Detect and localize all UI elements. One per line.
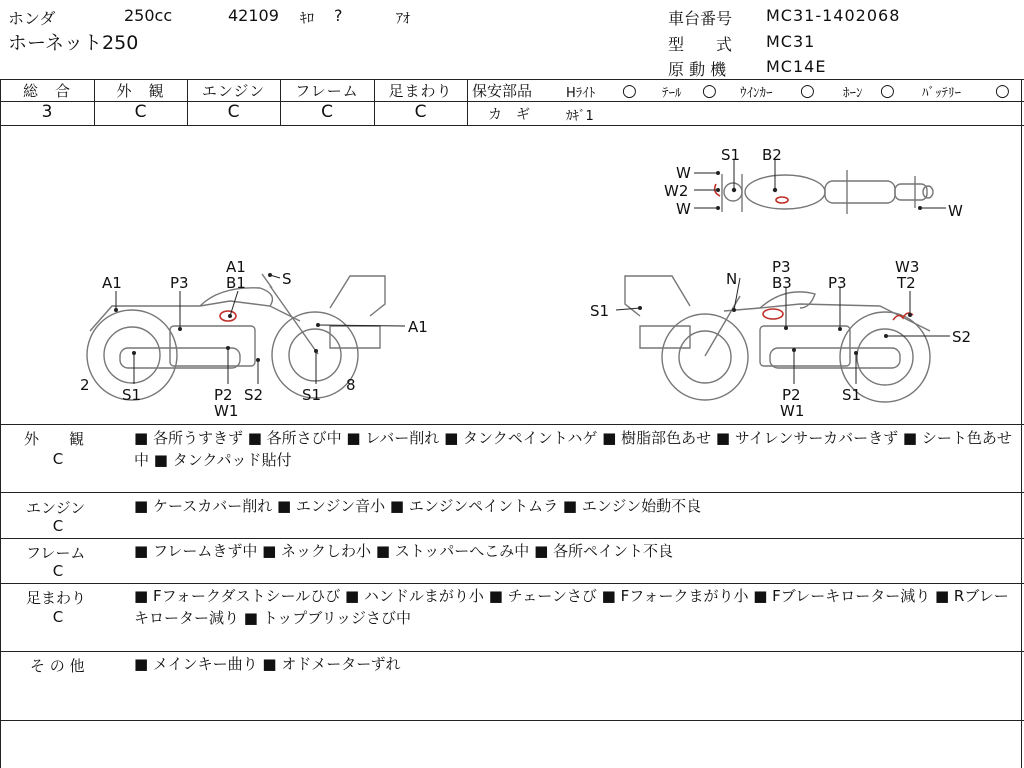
safety-label: 保安部品 xyxy=(472,82,533,100)
divider xyxy=(0,583,1024,584)
divider xyxy=(0,538,1024,539)
motorcycle-damage-diagram xyxy=(0,126,1024,424)
diagram-label: B1 xyxy=(226,274,246,292)
section-suspension-grade: C xyxy=(52,608,64,626)
safety-item-headlight: Hﾗｲﾄ xyxy=(566,86,596,101)
frame-no-label: 車台番号 xyxy=(668,9,733,28)
diagram-label: A1 xyxy=(226,258,246,276)
diagram-label: W xyxy=(948,202,963,220)
section-frame-label: フレーム xyxy=(26,544,86,562)
diagram-label: S1 xyxy=(842,386,862,404)
frame-grade: C xyxy=(321,102,333,122)
diagram-label: S xyxy=(282,270,292,288)
frame-no: MC31-1402068 xyxy=(766,6,901,25)
section-other-text: ■ メインキー曲り ■ オドメーターずれ xyxy=(134,655,401,673)
engine-value: MC14E xyxy=(766,57,827,76)
ok-circle-icon: ○ xyxy=(800,81,815,101)
section-exterior-text: ■ 各所うすきず ■ 各所さび中 ■ レバー削れ ■ タンクペイントハゲ ■ 樹脂部色あせ ■ サイレンサーカバーきず ■ シート色あせ中 ■ タンクパッド貼付 xyxy=(134,429,1012,469)
displacement: 250cc xyxy=(124,6,173,25)
section-other-label: そ の 他 xyxy=(30,657,85,675)
diagram-label: B3 xyxy=(772,274,792,292)
mileage-unit: ｷﾛ xyxy=(300,11,314,27)
divider xyxy=(467,79,468,125)
overall-label: 総 合 xyxy=(22,82,71,100)
engine-label: 原 動 機 xyxy=(668,60,727,79)
divider xyxy=(0,424,1024,425)
section-exterior-label: 外 観 xyxy=(24,430,85,448)
section-suspension-text: ■ Fフォークダストシールひび ■ ハンドルまがり小 ■ チェーンさび ■ Fフォークまがり小 ■ Fブレーキローター減り ■ Rブレーキローター減り ■ トップブリッジさび中 xyxy=(134,587,1009,627)
diagram-label: W xyxy=(676,164,691,182)
diagram-label: S1 xyxy=(721,146,741,164)
diagram-label: S2 xyxy=(244,386,264,404)
section-frame-text: ■ フレームきず中 ■ ネックしわ小 ■ ストッパーへこみ中 ■ 各所ペイント不良 xyxy=(134,542,674,560)
left-view-motorcycle-icon xyxy=(87,274,385,400)
top-view-motorcycle-icon xyxy=(722,170,933,214)
engine-grade: C xyxy=(227,102,240,122)
suspension-grade-label: 足まわり xyxy=(388,82,453,100)
type-label: 型 式 xyxy=(668,35,733,54)
diagram-label: P3 xyxy=(170,274,189,292)
diagram-label: P2 xyxy=(214,386,233,404)
suspension-grade: C xyxy=(414,102,427,122)
damage-marks xyxy=(220,184,913,321)
diagram-label: P2 xyxy=(782,386,801,404)
safety-item-horn: ﾎｰﾝ xyxy=(843,86,863,101)
frame-grade-label: フレーム xyxy=(295,82,359,100)
diagram-label: S2 xyxy=(952,328,972,346)
diagram-label: A1 xyxy=(102,274,122,292)
ok-circle-icon: ○ xyxy=(622,81,637,101)
diagram-label: P3 xyxy=(772,258,791,276)
diagram-label: W3 xyxy=(895,258,920,276)
diagram-label: N xyxy=(726,270,738,288)
section-exterior-grade: C xyxy=(52,450,64,468)
exterior-label: 外 観 xyxy=(116,82,165,100)
diagram-label: W xyxy=(676,200,691,218)
overall-grade: 3 xyxy=(41,102,53,122)
diagram-label: 8 xyxy=(346,376,356,394)
ok-circle-icon: ○ xyxy=(880,81,895,101)
divider xyxy=(467,101,1024,102)
diagram-label: S1 xyxy=(302,386,322,404)
section-engine-grade: C xyxy=(52,517,64,535)
diagram-label: P3 xyxy=(828,274,847,292)
diagram-label: W1 xyxy=(214,402,239,420)
safety-item-tail: ﾃｰﾙ xyxy=(662,86,682,101)
color: ｱｵ xyxy=(396,11,410,27)
diagram-label: T2 xyxy=(897,274,916,292)
divider xyxy=(0,492,1024,493)
diagram-label: S1 xyxy=(122,386,142,404)
maker: ホンダ xyxy=(8,9,56,28)
right-view-motorcycle-icon xyxy=(625,276,930,402)
safety-item-winker: ｳｲﾝｶｰ xyxy=(740,86,773,101)
model-name: ホーネット250 xyxy=(8,32,139,54)
diagram-label: S1 xyxy=(590,302,610,320)
diagram-label: A1 xyxy=(408,318,428,336)
section-suspension-label: 足まわり xyxy=(26,589,87,607)
mileage: 42109 xyxy=(228,6,279,25)
exterior-grade: C xyxy=(134,102,147,122)
ok-circle-icon: ○ xyxy=(995,81,1010,101)
type-value: MC31 xyxy=(766,32,816,51)
divider xyxy=(0,720,1024,721)
key-label: カ ギ xyxy=(488,107,530,123)
mileage-flag: ? xyxy=(334,6,343,25)
engine-grade-label: エンジン xyxy=(201,82,266,100)
diagram-label: W1 xyxy=(780,402,805,420)
diagram-label: 2 xyxy=(80,376,90,394)
section-engine-text: ■ ケースカバー削れ ■ エンジン音小 ■ エンジンペイントムラ ■ エンジン始動不良 xyxy=(134,497,702,515)
ok-circle-icon: ○ xyxy=(702,81,717,101)
safety-item-battery: ﾊﾞｯﾃﾘｰ xyxy=(922,86,961,101)
divider xyxy=(0,651,1024,652)
section-frame-grade: C xyxy=(52,562,64,580)
diagram-label: W2 xyxy=(664,182,689,200)
section-engine-label: エンジン xyxy=(26,499,86,517)
key-value: ｶｷﾞ1 xyxy=(566,109,594,124)
diagram-label: B2 xyxy=(762,146,782,164)
